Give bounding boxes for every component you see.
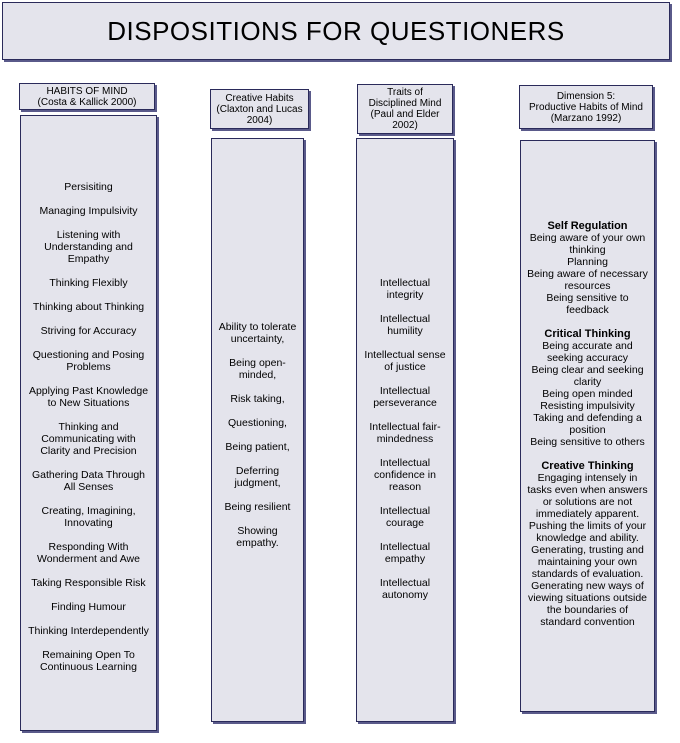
list-item: Remaining Open To Continuous Learning [40,649,137,673]
list-item: Being resilient [224,501,291,513]
list-item: Finding Humour [51,601,126,613]
list-item: Risk taking, [230,393,285,405]
section-self-regulation [525,220,650,316]
section-line: resources [564,280,611,292]
section-line: Engaging intensely in [537,472,638,484]
section-line: Being aware of necessary [527,268,648,280]
list-item: Thinking Interdependently [28,625,149,637]
section-line: immediately apparent. [535,508,640,520]
section-line: feedback [566,304,609,316]
list-item: Intellectual autonomy [379,577,431,601]
section-creative-thinking [525,460,650,628]
header-line: Creative Habits [225,92,294,104]
header-line: (Paul and Elder [370,109,440,120]
header-line: Productive Habits of Mind [529,101,643,113]
header-line: Disciplined Mind [368,98,442,109]
section-line: standard convention [540,616,635,628]
list-item: Intellectual fair-mindedness [369,421,441,445]
section-line: knowledge and ability. [536,532,639,544]
column-habits-of-mind [20,115,157,731]
list-item: Ability to tolerate uncertainty, [218,321,297,345]
list-item: Striving for Accuracy [40,325,137,337]
section-line: Being sensitive to others [530,436,645,448]
section-title: Critical Thinking [544,328,631,340]
section-line: Generating, trusting and [531,544,644,556]
column-marzano [520,140,655,712]
list-item: Intellectual confidence in reason [374,457,436,493]
section-line: Generating new ways of [531,580,644,592]
section-line: viewing situations outside [527,592,648,604]
header-disciplined-mind [357,84,453,134]
header-line: HABITS OF MIND [46,85,128,97]
header-line: Dimension 5: [556,90,616,102]
list-item: Thinking about Thinking [32,301,145,313]
section-critical-thinking [525,328,650,448]
column-disciplined-mind [356,138,454,722]
header-line: Traits of [387,87,423,98]
list-item: Thinking and Communicating with Clarity and Precision [40,421,137,457]
page-title: DISPOSITIONS FOR QUESTIONERS [2,2,670,60]
list-item: Questioning and Posing Problems [32,349,145,373]
header-line: (Marzano 1992) [550,112,622,124]
section-line: Taking and defending a [533,412,642,424]
section-line: Planning [567,256,608,268]
list-item: Being patient, [225,441,290,453]
list-item: Managing Impulsivity [39,205,138,217]
list-item: Being open-minded, [229,357,286,381]
list-item: Intellectual sense of justice [364,349,446,373]
list-item: Showing empathy. [236,525,279,549]
section-line: Being sensitive to [546,292,629,304]
header-creative-habits [210,89,309,129]
list-item: Creating, Imagining, Innovating [41,505,136,529]
list-item: Listening with Understanding and Empathy [44,229,133,265]
section-line: maintaining your own [537,556,638,568]
section-line: seeking accuracy [546,352,629,364]
header-line: (Costa & Kallick 2000) [37,96,137,108]
section-line: thinking [569,244,606,256]
list-item: Intellectual integrity [379,277,431,301]
section-line: the boundaries of [546,604,629,616]
list-item: Intellectual courage [379,505,431,529]
section-line: clarity [573,376,602,388]
section-title: Creative Thinking [541,460,634,472]
list-item: Intellectual humility [379,313,431,337]
header-habits-of-mind [19,83,155,110]
list-item: Thinking Flexibly [49,277,128,289]
list-item: Responding With Wonderment and Awe [37,541,140,565]
list-item: Questioning, [228,417,287,429]
section-line: Being clear and seeking [531,364,644,376]
list-item: Taking Responsible Risk [31,577,146,589]
section-line: Pushing the limits of your [528,520,647,532]
header-line: 2002) [392,120,418,131]
section-line: Being accurate and [542,340,633,352]
header-marzano [519,85,653,129]
header-line: (Claxton and Lucas [216,103,303,115]
list-item: Gathering Data Through All Senses [31,469,146,493]
section-line: Resisting impulsivity [540,400,635,412]
section-line: position [569,424,606,436]
section-title: Self Regulation [547,220,628,232]
section-line: Being open minded [542,388,633,400]
column-creative-habits [211,138,304,722]
list-item: Intellectual perseverance [373,385,437,409]
list-item: Deferring judgment, [234,465,281,489]
section-line: Being aware of your own [529,232,646,244]
list-item: Applying Past Knowledge to New Situations [28,385,149,409]
section-line: tasks even when answers [527,484,648,496]
list-item: Intellectual empathy [379,541,431,565]
section-line: or solutions are not [542,496,633,508]
header-line: 2004) [246,114,273,126]
section-line: standards of evaluation. [531,568,644,580]
list-item: Persisiting [64,181,113,193]
